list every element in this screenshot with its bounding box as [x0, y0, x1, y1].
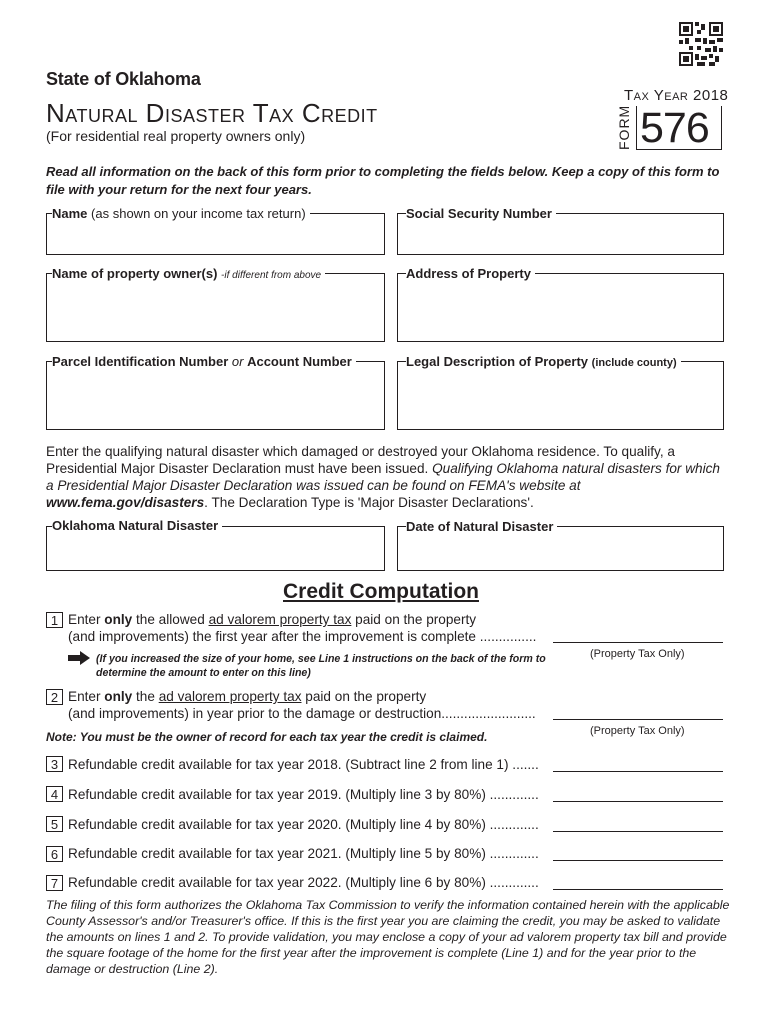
date-field-label: Date of Natural Disaster	[406, 519, 557, 534]
form-title: Natural Disaster Tax Credit	[46, 98, 378, 128]
line-2-text-b: (and improvements) in year prior to the damage or destruction.........................	[68, 706, 536, 721]
line-5-text: Refundable credit available for tax year 2020. (Multiply line 4 by 80%) .............	[68, 817, 539, 832]
qr-code-icon	[679, 22, 723, 66]
line-2-number: 2	[46, 689, 63, 705]
parcel-field[interactable]	[46, 361, 385, 430]
form-subtitle: (For residential real property owners only)	[46, 128, 306, 144]
instructions: Read all information on the back of this form prior to completing the fields below. Keep a copy of this form to file with your return for the next four years.	[46, 164, 720, 197]
owner-note: Note: You must be the owner of record for each tax year the credit is claimed.	[46, 730, 488, 744]
line-1-text-a: Enter only the allowed ad valorem property tax paid on the property	[68, 612, 477, 627]
line-1-note: (If you increased the size of your home, see Line 1 instructions on the back of the form to determine the amount to enter on this line)	[96, 653, 546, 679]
line-1-text-b: (and improvements) the first year after the improvement is complete ...............	[68, 629, 537, 644]
legal-field-label: Legal Description of Property (include county)	[406, 354, 681, 369]
line-2-hint: (Property Tax Only)	[590, 725, 685, 737]
owner-field[interactable]	[46, 273, 385, 342]
line-5-amount-input[interactable]	[553, 830, 723, 832]
arrow-right-icon	[68, 651, 90, 665]
line-7-text: Refundable credit available for tax year 2022. (Multiply line 6 by 80%) .............	[68, 875, 539, 890]
line-1-hint: (Property Tax Only)	[590, 648, 685, 660]
line-6-text: Refundable credit available for tax year 2021. (Multiply line 5 by 80%) .............	[68, 846, 539, 861]
form-label: FORM	[616, 104, 632, 150]
line-1-amount-input[interactable]	[553, 641, 723, 643]
line-5-number: 5	[46, 816, 63, 832]
disaster-paragraph: Enter the qualifying natural disaster which damaged or destroyed your Oklahoma residence. To qualify, a Presidential Major Disaster Declaration must have been issued. Qualifying Oklahoma natural disasters for which a Presidential Major Disaster Declaration was issued can be found on FEMA's website at www.fema.gov/disasters. The Declaration Type is 'Major Disaster Declarations'.	[46, 444, 720, 510]
footer-authorization-text: The filing of this form authorizes the Oklahoma Tax Commission to verify the information contained herein with the applicable County Assessor's and/or Treasurer's office. If this is the first year you are claiming the credit, you may be asked to validate the amounts on lines 1 and 2. To provide validation, you may enclose a copy of your ad valorem property tax bill and provide the square footage of the home for the first year after the improvement is complete (Line 1) and for the year prior to the damage or destruction (Line 2).	[46, 898, 730, 976]
line-4-number: 4	[46, 786, 63, 802]
line-4-amount-input[interactable]	[553, 800, 723, 802]
disaster-field-label: Oklahoma Natural Disaster	[52, 518, 222, 533]
line-3-amount-input[interactable]	[553, 770, 723, 772]
line-4-text: Refundable credit available for tax year 2019. (Multiply line 3 by 80%) .............	[68, 787, 539, 802]
address-field-label: Address of Property	[406, 266, 535, 281]
state-name: State of Oklahoma	[46, 69, 201, 89]
tax-year: Tax Year 2018	[624, 87, 729, 104]
address-field[interactable]	[397, 273, 724, 342]
line-3-number: 3	[46, 756, 63, 772]
owner-field-label: Name of property owner(s) -if different from above	[52, 266, 325, 281]
name-field-label: Name (as shown on your income tax return)	[52, 206, 310, 221]
line-1-number: 1	[46, 612, 63, 628]
credit-computation-heading: Credit Computation	[283, 580, 479, 603]
line-2-amount-input[interactable]	[553, 718, 723, 720]
ssn-field-label: Social Security Number	[406, 206, 556, 221]
legal-description-field[interactable]	[397, 361, 724, 430]
parcel-field-label: Parcel Identification Number or Account Number	[52, 354, 356, 369]
line-6-amount-input[interactable]	[553, 859, 723, 861]
line-6-number: 6	[46, 846, 63, 862]
line-2-text-a: Enter only the ad valorem property tax paid on the property	[68, 689, 427, 704]
line-7-amount-input[interactable]	[553, 888, 723, 890]
line-7-number: 7	[46, 875, 63, 891]
form-number: 576	[640, 104, 709, 152]
line-3-text: Refundable credit available for tax year 2018. (Subtract line 2 from line 1) .......	[68, 757, 539, 772]
